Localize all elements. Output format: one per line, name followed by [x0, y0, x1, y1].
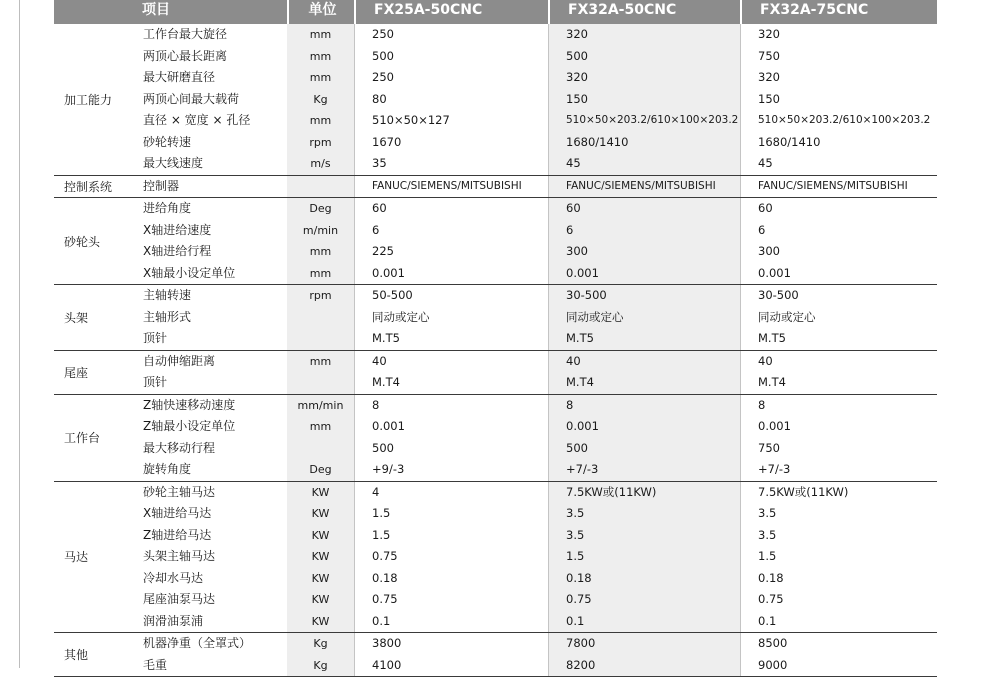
- table-row: [54, 655, 937, 677]
- item-name-cell: 进给角度: [143, 201, 192, 215]
- header-unit: 单位: [287, 0, 356, 24]
- model-2-value-cell: 30-500: [566, 288, 607, 302]
- model-1-value-cell: 4100: [372, 657, 402, 672]
- model-2-value-cell: 1680/1410: [566, 134, 629, 149]
- spec-group: [54, 633, 937, 677]
- model-1-value-cell: 0.001: [372, 265, 405, 280]
- group-category-label: 尾座: [64, 365, 89, 380]
- model-2-value-cell: 60: [566, 201, 581, 215]
- table-row: [54, 633, 937, 655]
- unit-cell: mm/min: [297, 398, 344, 412]
- unit-cell: m/s: [310, 157, 331, 170]
- header-category: [54, 0, 130, 24]
- model-2-value-cell: 150: [566, 91, 588, 106]
- item-name-cell: 直径 × 宽度 × 孔径: [143, 113, 251, 127]
- unit-cell: Kg: [313, 92, 328, 106]
- item-name-cell: 润滑油泵浦: [143, 613, 204, 628]
- model-1-value-cell: 1.5: [372, 527, 391, 542]
- model-1-value-cell: 40: [372, 353, 387, 368]
- model-3-value-cell: 40: [758, 353, 773, 368]
- spec-group: [54, 176, 937, 199]
- model-2-value-cell: 45: [566, 156, 581, 170]
- model-3-value-cell: 0.18: [758, 570, 784, 585]
- unit-cell: Kg: [313, 658, 328, 672]
- header-model-2: FX32A-50CNC: [548, 0, 740, 24]
- unit-cell: KW: [311, 571, 330, 585]
- table-row: [54, 89, 937, 111]
- model-3-value-cell: 6: [758, 222, 766, 237]
- item-name-cell: Z轴快速移动速度: [143, 397, 236, 412]
- spec-group: [54, 285, 937, 351]
- item-name-cell: Z轴进给马达: [143, 527, 212, 542]
- unit-cell: mm: [309, 266, 332, 280]
- model-1-value-cell: 0.75: [372, 549, 398, 563]
- table-row: [54, 110, 937, 132]
- model-3-value-cell: 9000: [758, 657, 788, 672]
- table-row: [54, 307, 937, 329]
- item-name-cell: 毛重: [143, 657, 168, 672]
- model-1-value-cell: 500: [372, 440, 394, 455]
- model-2-value-cell: +7/-3: [566, 462, 599, 476]
- model-2-value-cell: 1.5: [566, 549, 585, 563]
- unit-cell: mm: [309, 28, 332, 41]
- model-2-value-cell: 320: [566, 70, 588, 84]
- table-row: [54, 328, 937, 350]
- model-1-value-cell: 0.75: [372, 592, 398, 606]
- model-1-value-cell: 250: [372, 27, 394, 41]
- model-3-value-cell: 60: [758, 201, 773, 215]
- table-row: [54, 589, 937, 611]
- model-3-value-cell: 30-500: [758, 288, 799, 302]
- model-3-value-cell: FANUC/SIEMENS/MITSUBISHI: [758, 179, 908, 192]
- unit-cell: mm: [309, 420, 332, 433]
- item-name-cell: Z轴最小设定单位: [143, 419, 236, 433]
- unit-cell: KW: [311, 614, 330, 628]
- unit-cell: [287, 328, 354, 350]
- model-1-value-cell: 8: [372, 397, 380, 412]
- model-3-value-cell: M.T4: [758, 375, 786, 389]
- model-1-value-cell: +9/-3: [372, 462, 405, 476]
- model-1-value-cell: 510×50×127: [372, 113, 450, 127]
- model-1-value-cell: 60: [372, 201, 387, 215]
- item-name-cell: X轴进给速度: [143, 222, 212, 237]
- model-2-value-cell: 7.5KW或(11KW): [566, 484, 657, 499]
- table-row: [54, 351, 937, 373]
- table-row: [54, 611, 937, 633]
- model-2-value-cell: 7800: [566, 636, 596, 650]
- model-3-value-cell: 45: [758, 156, 773, 170]
- group-category-label: 工作台: [64, 431, 101, 445]
- model-1-value-cell: 0.1: [372, 613, 391, 628]
- item-name-cell: 头架主轴马达: [143, 549, 216, 563]
- model-1-value-cell: 500: [372, 48, 394, 63]
- model-2-value-cell: M.T4: [566, 375, 594, 389]
- item-name-cell: 控制器: [143, 178, 180, 193]
- model-1-value-cell: FANUC/SIEMENS/MITSUBISHI: [372, 179, 522, 192]
- model-2-value-cell: 0.1: [566, 613, 585, 628]
- group-category-label: 控制系统: [64, 179, 113, 194]
- model-1-value-cell: M.T4: [372, 375, 400, 389]
- unit-cell: rpm: [309, 289, 332, 302]
- unit-cell: mm: [309, 114, 332, 127]
- item-name-cell: 最大线速度: [143, 156, 204, 170]
- model-1-value-cell: 6: [372, 222, 380, 237]
- model-1-value-cell: 35: [372, 156, 387, 170]
- model-2-value-cell: 500: [566, 440, 588, 455]
- model-1-value-cell: 0.18: [372, 570, 398, 585]
- model-2-value-cell: FANUC/SIEMENS/MITSUBISHI: [566, 179, 716, 192]
- model-1-value-cell: 4: [372, 484, 380, 499]
- model-3-value-cell: 1680/1410: [758, 134, 821, 149]
- table-row: [54, 241, 937, 263]
- unit-cell: m/min: [302, 223, 339, 237]
- model-2-value-cell: 500: [566, 48, 588, 63]
- table-row: [54, 525, 937, 547]
- group-category-label: 加工能力: [64, 92, 113, 107]
- item-name-cell: 尾座油泵马达: [143, 592, 216, 606]
- item-name-cell: X轴进给行程: [143, 244, 212, 258]
- unit-cell: rpm: [309, 135, 332, 149]
- item-name-cell: 主轴转速: [143, 288, 192, 302]
- model-3-value-cell: 0.1: [758, 613, 777, 628]
- model-3-value-cell: 300: [758, 244, 780, 258]
- table-row: [54, 395, 937, 417]
- model-3-value-cell: 3.5: [758, 527, 777, 542]
- unit-cell: KW: [311, 528, 330, 542]
- model-3-value-cell: 7.5KW或(11KW): [758, 484, 849, 499]
- item-name-cell: 冷却水马达: [143, 570, 204, 585]
- table-row: [54, 416, 937, 438]
- model-3-value-cell: 320: [758, 27, 780, 41]
- item-name-cell: 最大移动行程: [143, 440, 216, 455]
- table-row: [54, 67, 937, 89]
- table-row: [54, 153, 937, 175]
- table-row: [54, 176, 937, 198]
- table-row: [54, 198, 937, 220]
- item-name-cell: 机器净重（全罩式）: [143, 636, 252, 650]
- header-item: 项目: [142, 2, 170, 18]
- model-3-value-cell: 0.75: [758, 592, 784, 606]
- item-name-cell: 两顶心最长距离: [143, 48, 228, 63]
- group-category-label: 其他: [64, 648, 89, 662]
- model-2-value-cell: 3.5: [566, 506, 585, 520]
- unit-cell: [287, 438, 354, 460]
- unit-cell: Deg: [309, 202, 332, 215]
- item-name-cell: 顶针: [143, 375, 168, 389]
- model-2-value-cell: 同动或定心: [566, 309, 624, 324]
- model-2-value-cell: 3.5: [566, 527, 585, 542]
- unit-cell: KW: [311, 593, 330, 606]
- model-3-value-cell: 1.5: [758, 549, 777, 563]
- table-row: [54, 568, 937, 590]
- table-row: [54, 263, 937, 285]
- table-row: [54, 372, 937, 394]
- model-3-value-cell: 750: [758, 440, 780, 455]
- unit-cell: mm: [309, 71, 332, 84]
- table-row: [54, 220, 937, 242]
- model-2-value-cell: 6: [566, 222, 574, 237]
- model-1-value-cell: M.T5: [372, 331, 400, 345]
- spec-group: [54, 395, 937, 482]
- model-2-value-cell: 510×50×203.2/610×100×203.2: [566, 114, 739, 126]
- unit-cell: KW: [311, 507, 330, 520]
- unit-cell: mm: [309, 245, 332, 258]
- header-model-3: FX32A-75CNC: [740, 0, 937, 24]
- model-1-value-cell: 1670: [372, 134, 402, 149]
- left-margin-rule: [19, 0, 20, 668]
- table-header: [54, 0, 937, 24]
- table-row: [54, 285, 937, 307]
- spec-group: [54, 351, 937, 395]
- model-2-value-cell: 0.75: [566, 592, 592, 606]
- item-name-cell: 两顶心间最大载荷: [143, 91, 240, 106]
- model-3-value-cell: +7/-3: [758, 462, 791, 476]
- model-1-value-cell: 250: [372, 70, 394, 84]
- table-row: [54, 132, 937, 154]
- group-category-label: 马达: [64, 550, 89, 565]
- unit-cell: [287, 176, 354, 198]
- model-3-value-cell: 0.001: [758, 419, 791, 433]
- unit-cell: mm: [309, 354, 332, 368]
- unit-cell: [287, 372, 354, 394]
- model-3-value-cell: 510×50×203.2/610×100×203.2: [758, 114, 931, 126]
- model-3-value-cell: 320: [758, 70, 780, 84]
- unit-cell: Deg: [309, 463, 332, 476]
- unit-cell: KW: [311, 550, 330, 563]
- item-name-cell: 旋转角度: [143, 462, 192, 476]
- item-name-cell: 砂轮转速: [143, 134, 192, 149]
- model-2-value-cell: 0.001: [566, 419, 599, 433]
- model-1-value-cell: 80: [372, 91, 387, 106]
- model-3-value-cell: 8500: [758, 636, 788, 650]
- item-name-cell: X轴最小设定单位: [143, 265, 236, 280]
- unit-cell: mm: [309, 49, 332, 63]
- table-row: [54, 546, 937, 568]
- table-row: [54, 46, 937, 68]
- model-2-value-cell: 40: [566, 353, 581, 368]
- unit-cell: Kg: [313, 637, 328, 650]
- model-3-value-cell: M.T5: [758, 331, 786, 345]
- spec-group: [54, 482, 937, 634]
- model-3-value-cell: 0.001: [758, 265, 791, 280]
- header-model-1: FX25A-50CNC: [354, 0, 548, 24]
- spec-group: [54, 198, 937, 285]
- model-2-value-cell: 8200: [566, 657, 596, 672]
- item-name-cell: 工作台最大旋径: [143, 27, 228, 41]
- item-name-cell: X轴进给马达: [143, 506, 212, 520]
- model-3-value-cell: 同动或定心: [758, 309, 816, 324]
- spec-group: [54, 24, 937, 176]
- model-1-value-cell: 0.001: [372, 419, 405, 433]
- model-1-value-cell: 3800: [372, 636, 402, 650]
- model-2-value-cell: M.T5: [566, 331, 594, 345]
- spec-table: [54, 0, 937, 677]
- model-1-value-cell: 同动或定心: [372, 309, 430, 324]
- item-name-cell: 顶针: [143, 331, 168, 345]
- model-1-value-cell: 1.5: [372, 506, 391, 520]
- item-name-cell: 最大研磨直径: [143, 70, 216, 84]
- item-name-cell: 主轴形式: [143, 309, 192, 324]
- model-2-value-cell: 0.001: [566, 265, 599, 280]
- group-category-label: 砂轮头: [64, 234, 101, 249]
- unit-cell: [287, 307, 354, 329]
- model-3-value-cell: 750: [758, 48, 780, 63]
- table-body: [54, 24, 937, 677]
- model-3-value-cell: 150: [758, 91, 780, 106]
- model-2-value-cell: 300: [566, 244, 588, 258]
- model-1-value-cell: 225: [372, 244, 394, 258]
- unit-cell: KW: [311, 485, 330, 499]
- model-3-value-cell: 8: [758, 397, 766, 412]
- group-category-label: 头架: [64, 310, 89, 325]
- table-row: [54, 459, 937, 481]
- model-3-value-cell: 3.5: [758, 506, 777, 520]
- item-name-cell: 砂轮主轴马达: [143, 484, 216, 499]
- model-2-value-cell: 8: [566, 397, 574, 412]
- table-row: [54, 482, 937, 504]
- model-2-value-cell: 320: [566, 27, 588, 41]
- model-2-value-cell: 0.18: [566, 570, 592, 585]
- table-row: [54, 503, 937, 525]
- table-row: [54, 24, 937, 46]
- model-1-value-cell: 50-500: [372, 288, 413, 302]
- table-row: [54, 438, 937, 460]
- item-name-cell: 自动伸缩距离: [143, 353, 216, 368]
